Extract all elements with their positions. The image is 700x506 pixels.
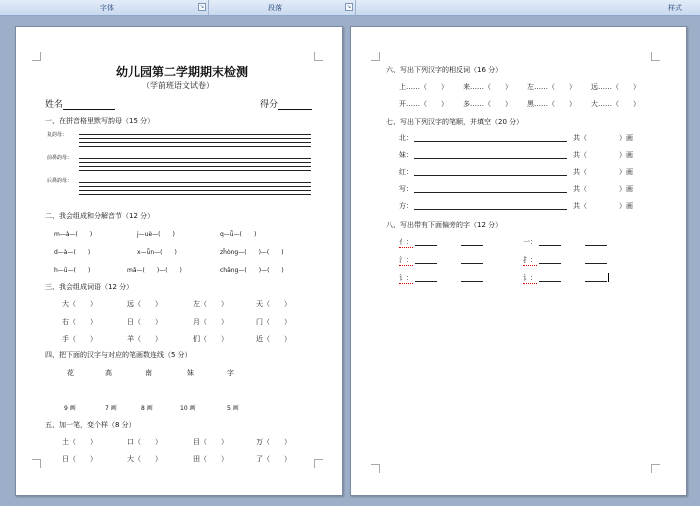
stroke-char[interactable]: 妹 bbox=[187, 369, 194, 377]
exam-subtitle: （学前班语文试卷） bbox=[142, 81, 214, 90]
add-stroke-item[interactable]: 田（ ） bbox=[193, 455, 228, 463]
stroke-order-blank[interactable] bbox=[414, 209, 567, 210]
stroke-unit-label: ）画 bbox=[619, 134, 633, 142]
radical-label: 亻： bbox=[399, 238, 413, 246]
section-7-title: 七、写出下列汉字的笔顺，并填空（20 分） bbox=[386, 118, 524, 126]
ribbon-separator bbox=[208, 0, 209, 15]
word-item[interactable]: 月（ ） bbox=[193, 318, 228, 326]
radical-label: 一： bbox=[523, 238, 537, 246]
total-label: 共（ bbox=[573, 185, 587, 193]
stroke-char[interactable]: 字 bbox=[227, 369, 234, 377]
stroke-count[interactable]: 7 画 bbox=[105, 405, 117, 412]
syllable-item[interactable]: x—ǖn—( ) bbox=[137, 249, 177, 256]
antonym-item[interactable]: 黑……（ ） bbox=[527, 100, 576, 108]
document-page-1[interactable] bbox=[15, 26, 343, 496]
stroke-order-char: 红： bbox=[399, 168, 413, 176]
add-stroke-item[interactable]: 万（ ） bbox=[256, 438, 291, 446]
document-page-2[interactable] bbox=[350, 26, 687, 496]
add-stroke-item[interactable]: 了（ ） bbox=[256, 455, 291, 463]
score-field[interactable] bbox=[260, 97, 312, 110]
stroke-count[interactable]: 5 画 bbox=[227, 405, 239, 412]
section-4-title: 四、把下面的汉字与对应的笔画数连线（5 分） bbox=[45, 351, 192, 359]
word-item[interactable]: 羊（ ） bbox=[127, 335, 162, 343]
font-dialog-launcher-icon[interactable]: ↘ bbox=[199, 4, 205, 10]
pinyin-row-label: 后鼻韵母： bbox=[47, 178, 73, 184]
word-item[interactable]: 门（ ） bbox=[256, 318, 291, 326]
section-8-title: 八、写出带有下面偏旁的字（12 分） bbox=[386, 221, 503, 229]
radical-blank[interactable] bbox=[461, 281, 483, 282]
section-2-title: 二、我会组成和分解音节（12 分） bbox=[45, 212, 155, 220]
add-stroke-item[interactable]: 大（ ） bbox=[127, 455, 162, 463]
add-stroke-item[interactable]: 土（ ） bbox=[62, 438, 97, 446]
add-stroke-item[interactable]: 日（ ） bbox=[62, 455, 97, 463]
stroke-order-char: 方： bbox=[399, 202, 413, 210]
section-1-title: 一、在拼音格里默写韵母（15 分） bbox=[45, 117, 155, 125]
radical-blank[interactable] bbox=[461, 245, 483, 246]
ribbon-group-styles[interactable]: 样式 bbox=[668, 4, 682, 12]
radical-label: 讠： bbox=[399, 274, 413, 282]
stroke-order-char: 写： bbox=[399, 185, 413, 193]
crop-mark bbox=[651, 464, 660, 473]
ribbon-group-font[interactable]: 字体 bbox=[100, 4, 114, 12]
ribbon-group-paragraph[interactable]: 段落 bbox=[268, 4, 282, 12]
total-label: 共（ bbox=[573, 151, 587, 159]
word-item[interactable]: 远（ ） bbox=[127, 300, 162, 308]
radical-blank[interactable] bbox=[539, 245, 561, 246]
crop-mark bbox=[371, 52, 380, 61]
word-item[interactable]: 近（ ） bbox=[256, 335, 291, 343]
crop-mark bbox=[371, 464, 380, 473]
radical-blank[interactable] bbox=[539, 281, 561, 282]
total-label: 共（ bbox=[573, 168, 587, 176]
pinyin-row-label: 复韵母： bbox=[47, 132, 68, 138]
syllable-item[interactable]: chāng—( )—( ) bbox=[220, 267, 284, 274]
antonym-item[interactable]: 大……（ ） bbox=[591, 100, 640, 108]
crop-mark bbox=[32, 52, 41, 61]
stroke-char[interactable]: 高 bbox=[105, 369, 112, 377]
word-item[interactable]: 大（ ） bbox=[62, 300, 97, 308]
syllable-item[interactable]: q—ǖ—( ) bbox=[220, 231, 257, 238]
stroke-unit-label: ）画 bbox=[619, 151, 633, 159]
syllable-item[interactable]: zh̄òng—( )—( ) bbox=[220, 249, 284, 256]
stroke-order-char: 北： bbox=[399, 134, 413, 142]
stroke-count[interactable]: 9 画 bbox=[64, 405, 76, 412]
word-item[interactable]: 日（ ） bbox=[127, 318, 162, 326]
stroke-order-blank[interactable] bbox=[414, 192, 567, 193]
stroke-count[interactable]: 10 画 bbox=[180, 405, 196, 412]
radical-blank[interactable] bbox=[415, 281, 437, 282]
antonym-item[interactable]: 远……（ ） bbox=[591, 83, 640, 91]
radical-label: 氵： bbox=[399, 256, 413, 264]
add-stroke-item[interactable]: 目（ ） bbox=[193, 438, 228, 446]
syllable-item[interactable]: mǎ—( )—( ) bbox=[127, 267, 182, 274]
word-item[interactable]: 手（ ） bbox=[62, 335, 97, 343]
antonym-item[interactable]: 上……（ ） bbox=[399, 83, 448, 91]
syllable-item[interactable]: j—uè—( ) bbox=[137, 231, 175, 238]
name-label: 姓名 bbox=[45, 100, 64, 110]
ribbon-group-labels bbox=[0, 0, 700, 16]
antonym-item[interactable]: 多……（ ） bbox=[463, 100, 512, 108]
section-5-title: 五、加一笔，变个样（8 分） bbox=[45, 421, 136, 429]
word-item[interactable]: 们（ ） bbox=[193, 335, 228, 343]
syllable-item[interactable]: d—à—( ) bbox=[54, 249, 91, 256]
text-cursor bbox=[608, 273, 609, 282]
radical-blank[interactable] bbox=[461, 263, 483, 264]
antonym-item[interactable]: 来……（ ） bbox=[463, 83, 512, 91]
radical-label: 讠： bbox=[523, 274, 537, 282]
word-item[interactable]: 右（ ） bbox=[62, 318, 97, 326]
syllable-item[interactable]: m—à—( ) bbox=[54, 231, 93, 238]
section-6-title: 六、写出下列汉字的相反词（16 分） bbox=[386, 66, 503, 74]
crop-mark bbox=[314, 52, 323, 61]
antonym-item[interactable]: 左……（ ） bbox=[527, 83, 576, 91]
radical-blank[interactable] bbox=[585, 281, 607, 282]
crop-mark bbox=[651, 52, 660, 61]
paragraph-dialog-launcher-icon[interactable]: ↘ bbox=[346, 4, 352, 10]
name-field[interactable] bbox=[45, 97, 115, 110]
stroke-order-blank[interactable] bbox=[414, 158, 567, 159]
word-item[interactable]: 天（ ） bbox=[256, 300, 291, 308]
radical-blank[interactable] bbox=[415, 245, 437, 246]
antonym-item[interactable]: 开……（ ） bbox=[399, 100, 448, 108]
syllable-item[interactable]: h—ū—( ) bbox=[54, 267, 91, 274]
total-label: 共（ bbox=[573, 134, 587, 142]
total-label: 共（ bbox=[573, 202, 587, 210]
crop-mark bbox=[32, 459, 41, 468]
section-3-title: 三、我会组成词语（12 分） bbox=[45, 283, 134, 291]
pinyin-row-label: 前鼻韵母： bbox=[47, 155, 73, 161]
stroke-order-blank[interactable] bbox=[414, 175, 567, 176]
add-stroke-item[interactable]: 口（ ） bbox=[127, 438, 162, 446]
stroke-order-blank[interactable] bbox=[414, 141, 567, 142]
score-blank[interactable] bbox=[278, 101, 312, 110]
radical-blank[interactable] bbox=[415, 263, 437, 264]
word-item[interactable]: 左（ ） bbox=[193, 300, 228, 308]
stroke-unit-label: ）画 bbox=[619, 168, 633, 176]
exam-title: 幼儿园第二学期期末检测 bbox=[116, 65, 249, 79]
radical-blank[interactable] bbox=[585, 263, 607, 264]
stroke-count[interactable]: 8 画 bbox=[141, 405, 153, 412]
stroke-char[interactable]: 南 bbox=[145, 369, 152, 377]
stroke-unit-label: ）画 bbox=[619, 185, 633, 193]
name-blank[interactable] bbox=[63, 101, 115, 110]
crop-mark bbox=[314, 459, 323, 468]
radical-label: 扌： bbox=[523, 256, 537, 264]
stroke-order-char: 妹： bbox=[399, 151, 413, 159]
ribbon-separator bbox=[355, 0, 356, 15]
stroke-unit-label: ）画 bbox=[619, 202, 633, 210]
radical-blank[interactable] bbox=[539, 263, 561, 264]
radical-blank[interactable] bbox=[585, 245, 607, 246]
score-label: 得分 bbox=[260, 100, 279, 110]
stroke-char[interactable]: 花 bbox=[67, 369, 74, 377]
